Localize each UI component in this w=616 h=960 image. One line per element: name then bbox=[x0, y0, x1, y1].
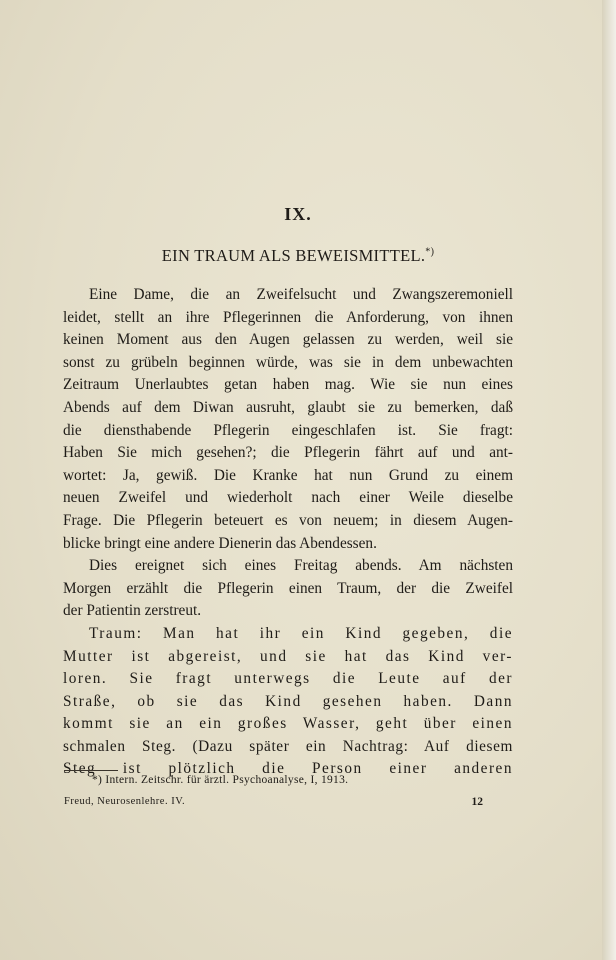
text-line: Zeitraum Unerlaubtes getan haben mag. Wie sie nun eines bbox=[63, 376, 513, 394]
footnote: *) Intern. Zeitschr. für ärztl. Psychoanalyse, I, 1913. bbox=[92, 774, 349, 786]
footnote-rule bbox=[64, 770, 118, 771]
text-line: keinen Moment aus den Augen gelassen zu werden, weil sie bbox=[63, 331, 513, 349]
text-line: schmalen Steg. (Dazu später ein Nachtrag: Auf diesem bbox=[63, 737, 513, 755]
text-line: Eine Dame, die an Zweifelsucht und Zwangszeremoniell bbox=[89, 286, 513, 303]
chapter-number: IX. bbox=[284, 204, 312, 224]
text-line: Abends auf dem Diwan ausruht, glaubt sie zu bemerken, daß bbox=[63, 398, 513, 416]
text-line: kommt sie an ein großes Wasser, geht über einen bbox=[63, 715, 513, 733]
chapter-title bbox=[0, 246, 596, 266]
text-line: wortet: Ja, gewiß. Die Kranke hat nun Grund zu einem bbox=[63, 466, 513, 484]
text-line: Dies ereignet sich eines Freitag abends. Am nächsten bbox=[89, 557, 513, 575]
text-line: sonst zu grübeln beginnen würde, was sie in dem unbewachten bbox=[63, 353, 513, 371]
text-line: Traum: Man hat ihr ein Kind gegeben, die bbox=[89, 624, 513, 642]
text-line: loren. Sie fragt unterwegs die Leute auf der bbox=[63, 670, 513, 688]
text-line: Haben Sie mich gesehen?; die Pflegerin fährt auf und ant- bbox=[63, 444, 513, 462]
body-text bbox=[63, 284, 513, 781]
text-line: neuen Zweifel und wiederholt nach einer Weile dieselbe bbox=[63, 489, 513, 507]
paragraph-1 bbox=[63, 284, 513, 555]
text-line: Steg ist plötzlich die Person einer anderen bbox=[63, 760, 513, 778]
title-footnote-mark: *) bbox=[425, 246, 435, 258]
chapter-title-text: EIN TRAUM ALS BEWEISMITTEL. bbox=[161, 246, 426, 265]
running-footer: Freud, Neurosenlehre. IV. bbox=[64, 796, 186, 807]
text-line: Frage. Die Pflegerin beteuert es von neuem; in diesem Augen- bbox=[63, 511, 513, 529]
signature-number: 12 bbox=[471, 796, 483, 808]
text-line: blicke bringt eine andere Dienerin das Abendessen. bbox=[63, 534, 377, 552]
text-line: die diensthabende Pflegerin eingeschlafen ist. Sie fragt: bbox=[63, 421, 513, 439]
paragraph-2 bbox=[63, 555, 513, 623]
text-line: leidet, stellt an ihre Pflegerinnen die Anforderung, von ihnen bbox=[63, 308, 513, 326]
text-line: der Patientin zerstreut. bbox=[63, 602, 202, 620]
page-edge bbox=[602, 0, 616, 960]
text-line: Straße, ob sie das Kind gesehen haben. Dann bbox=[63, 692, 513, 710]
paragraph-3-dream bbox=[63, 623, 513, 781]
text-line: Morgen erzählt die Pflegerin einen Traum, der die Zweifel bbox=[63, 579, 513, 597]
text-line: Mutter ist abgereist, und sie hat das Kind ver- bbox=[63, 647, 513, 665]
